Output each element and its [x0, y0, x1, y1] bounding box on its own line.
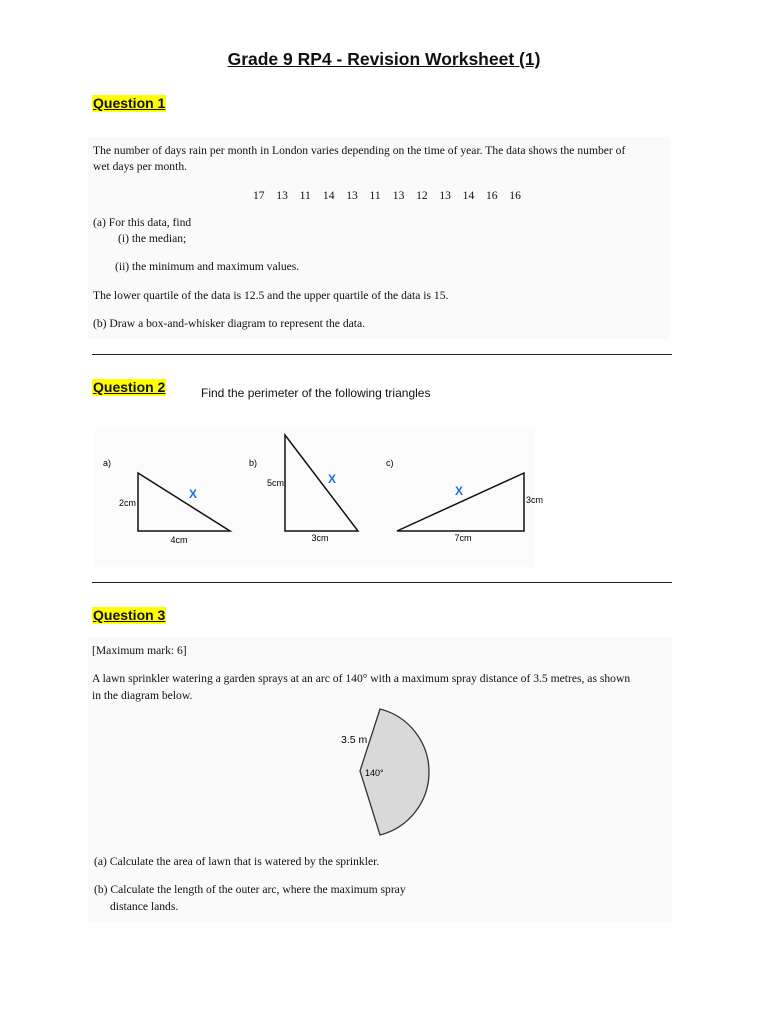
- data-value: 13: [276, 189, 288, 202]
- q1-intro-line2: wet days per month.: [93, 160, 188, 173]
- data-value: 14: [322, 189, 335, 202]
- q1-part-a-ii: (ii) the minimum and maximum values.: [115, 260, 300, 273]
- triangles-figure: [0, 425, 768, 575]
- data-value: 11: [369, 189, 381, 202]
- divider: [92, 354, 672, 355]
- triangle-c-base-side: 7cm: [454, 533, 472, 543]
- question-3-content: [88, 637, 672, 922]
- triangle-b-unknown: X: [327, 472, 337, 486]
- q2-instruction: Find the perimeter of the following triangles: [201, 386, 431, 400]
- triangle-b-label: b): [249, 458, 258, 468]
- sprinkler-diagram: [88, 637, 672, 922]
- q1-quartiles: The lower quartile of the data is 12.5 and the upper quartile of the data is 15.: [93, 289, 449, 302]
- q3-max-mark: [Maximum mark: 6]: [92, 644, 187, 657]
- triangle-b-base-side: 3cm: [311, 533, 329, 543]
- q1-part-a: (a) For this data, find: [93, 216, 192, 229]
- triangle-a-label: a): [103, 458, 112, 468]
- q3-part-b-line1: (b) Calculate the length of the outer arc, where the maximum spray: [94, 883, 406, 896]
- q3-part-b-line2: distance lands.: [110, 900, 179, 913]
- q3-intro-line2: in the diagram below.: [92, 689, 193, 702]
- angle-label: 140°: [365, 768, 384, 778]
- question-2-heading: Question 2: [93, 379, 166, 395]
- q3-part-a: (a) Calculate the area of lawn that is watered by the sprinkler.: [94, 855, 380, 868]
- page-title: Grade 9 RP4 - Revision Worksheet (1): [227, 49, 541, 69]
- question-1-heading: Question 1: [93, 95, 166, 111]
- radius-label: 3.5 m: [341, 734, 368, 746]
- q3-intro-line1: A lawn sprinkler watering a garden sprays at an arc of 140° with a maximum spray distance of 3.5 metres, as shown: [92, 672, 631, 685]
- q1-intro-line1: The number of days rain per month in London varies depending on the time of year. The data shows the number of: [93, 144, 626, 157]
- question-1-content: [88, 137, 670, 339]
- data-value: 14: [462, 189, 475, 202]
- triangle-a-base-side: 4cm: [170, 535, 188, 545]
- q1-data-values: [253, 188, 533, 203]
- data-value: 11: [299, 189, 311, 202]
- data-value: 17: [253, 189, 265, 202]
- data-value: 12: [416, 189, 428, 202]
- triangle-c-unknown: X: [454, 484, 464, 498]
- data-value: 13: [439, 189, 451, 202]
- data-value: 16: [485, 189, 498, 202]
- data-value: 16: [509, 189, 521, 202]
- triangle-c-vertical-side: 3cm: [526, 495, 544, 505]
- divider: [92, 582, 672, 583]
- triangle-a-unknown: X: [188, 487, 198, 501]
- data-value: 13: [392, 189, 405, 202]
- figure-background: [95, 427, 535, 567]
- q1-part-a-i: (i) the median;: [118, 232, 187, 245]
- triangle-c-label: c): [386, 458, 394, 468]
- triangle-a-vertical-side: 2cm: [118, 498, 136, 508]
- question-3-heading: Question 3: [93, 607, 166, 623]
- q1-part-b: (b) Draw a box-and-whisker diagram to represent the data.: [93, 317, 366, 330]
- data-value: 13: [346, 189, 358, 202]
- triangle-b-vertical-side: 5cm: [266, 478, 284, 488]
